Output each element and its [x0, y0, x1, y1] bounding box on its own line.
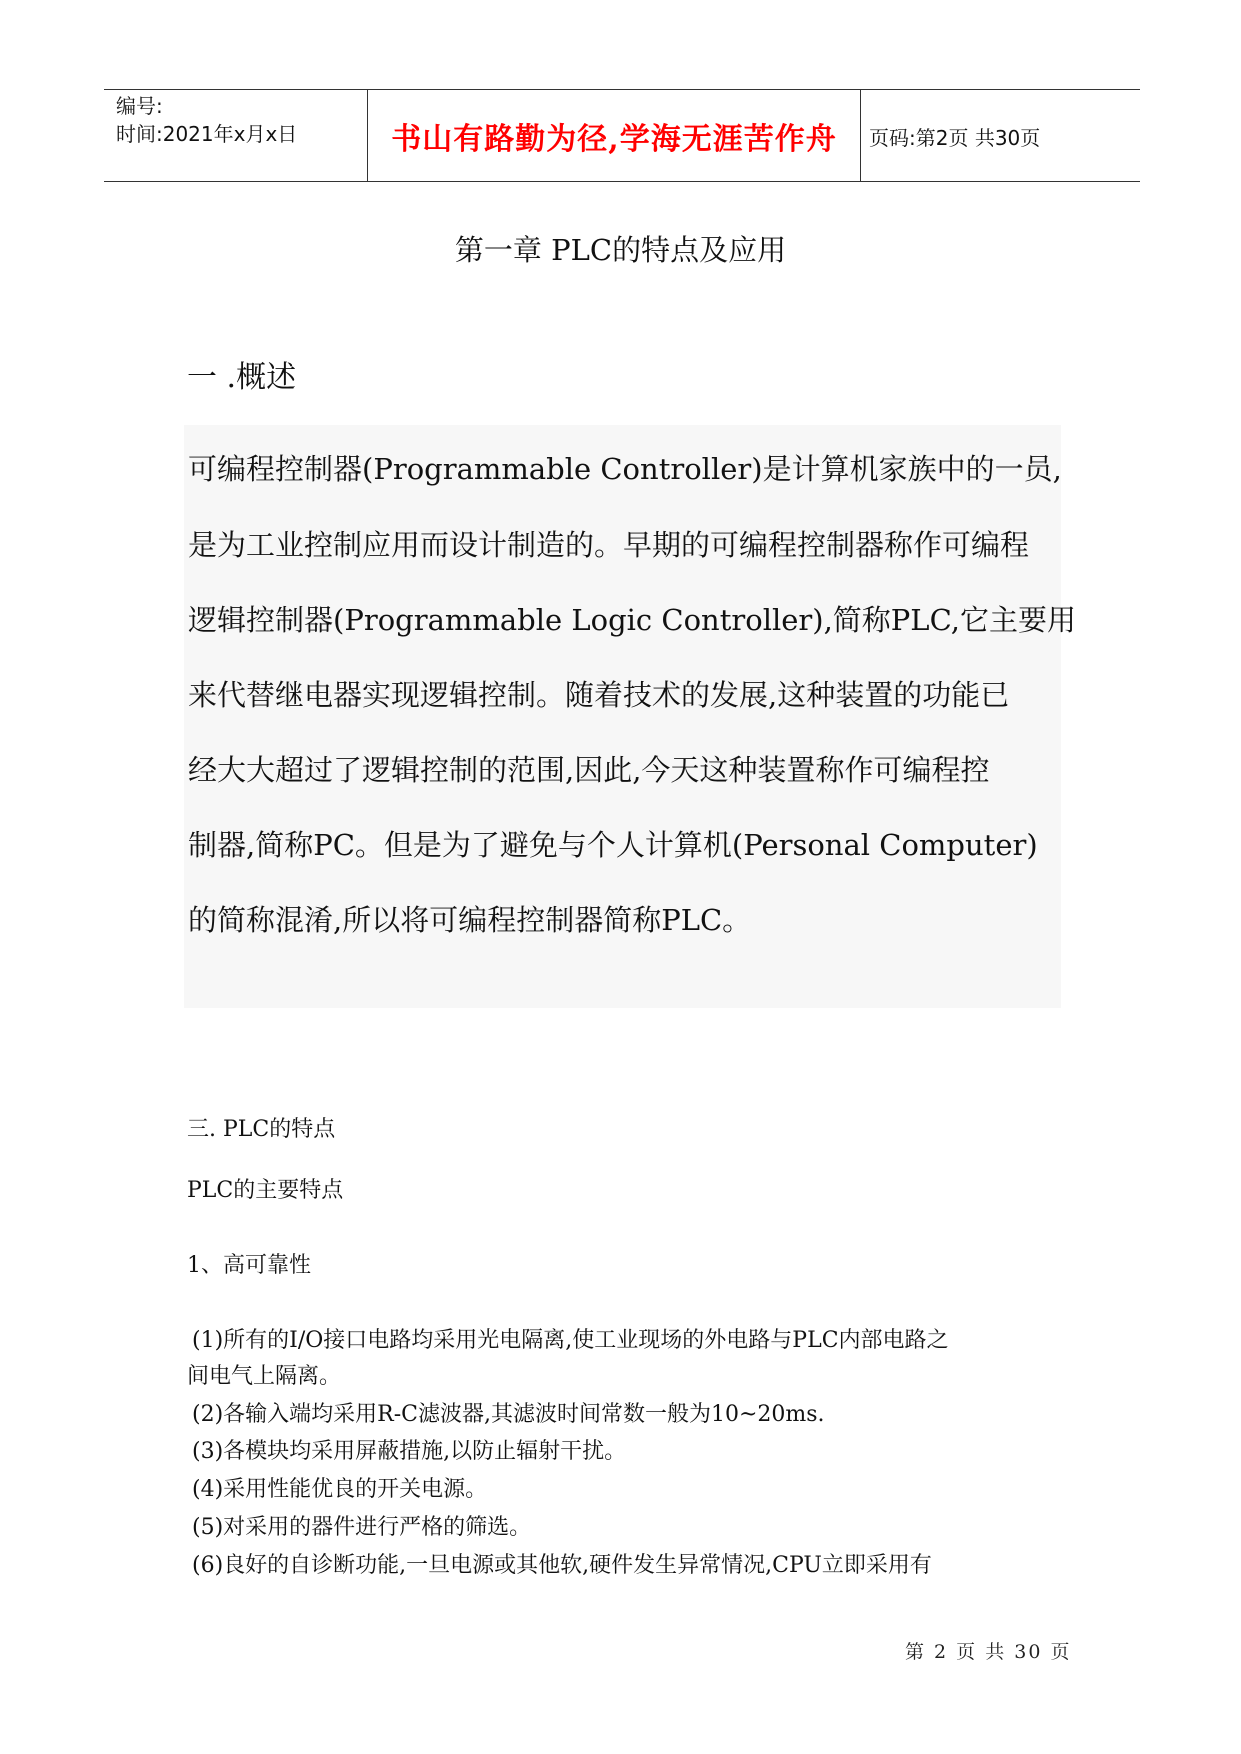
- section-title-overview: 一 .概述: [187, 360, 297, 395]
- document-number-label: 编号:: [116, 94, 163, 118]
- list-item: (2)各输入端均采用R-C滤波器,其滤波时间常数一般为10~20ms.: [192, 1402, 825, 1427]
- list-item: (4)采用性能优良的开关电源。: [192, 1477, 488, 1502]
- paragraph-line: 制器,简称PC。但是为了避免与个人计算机(Personal Computer): [188, 828, 1038, 862]
- page-header: [104, 89, 1140, 182]
- paragraph-line: 逻辑控制器(Programmable Logic Controller),简称PLC,它主要用: [188, 603, 1076, 637]
- paragraph-line: 来代替继电器实现逻辑控制。随着技术的发展,这种装置的功能已: [188, 678, 1010, 712]
- paragraph-line: 的简称混淆,所以将可编程控制器简称PLC。: [188, 903, 752, 937]
- paragraph-line: 可编程控制器(Programmable Controller)是计算机家族中的一员,: [188, 452, 1062, 486]
- list-item: (6)良好的自诊断功能,一旦电源或其他软,硬件发生异常情况,CPU立即采用有: [192, 1553, 932, 1578]
- header-motto: 书山有路勤为径,学海无涯苦作舟: [391, 122, 837, 157]
- list-item: 间电气上隔离。: [187, 1364, 342, 1389]
- chapter-title: 第一章 PLC的特点及应用: [454, 233, 787, 267]
- list-item: (5)对采用的器件进行严格的筛选。: [192, 1515, 532, 1540]
- header-page-info: 页码:第2页 共30页: [869, 126, 1041, 150]
- header-meta: [116, 92, 366, 148]
- paragraph-line: 是为工业控制应用而设计制造的。早期的可编程控制器称作可编程: [188, 528, 1030, 562]
- paragraph-line: 经大大超过了逻辑控制的范围,因此,今天这种装置称作可编程控: [188, 753, 990, 787]
- section-subtitle: PLC的主要特点: [187, 1178, 344, 1203]
- header-divider: [860, 90, 861, 181]
- header-divider: [367, 90, 368, 181]
- feature-point-title: 1、高可靠性: [187, 1253, 311, 1278]
- list-item: (3)各模块均采用屏蔽措施,以防止辐射干扰。: [192, 1439, 627, 1464]
- list-item: (1)所有的I/O接口电路均采用光电隔离,使工业现场的外电路与PLC内部电路之: [192, 1328, 949, 1353]
- document-time-label: 时间:2021年x月x日: [116, 122, 298, 146]
- section-title-features: 三. PLC的特点: [187, 1117, 336, 1142]
- page-footer: 第 2 页 共 30 页: [905, 1641, 1072, 1663]
- overview-paragraph: [184, 425, 1076, 1008]
